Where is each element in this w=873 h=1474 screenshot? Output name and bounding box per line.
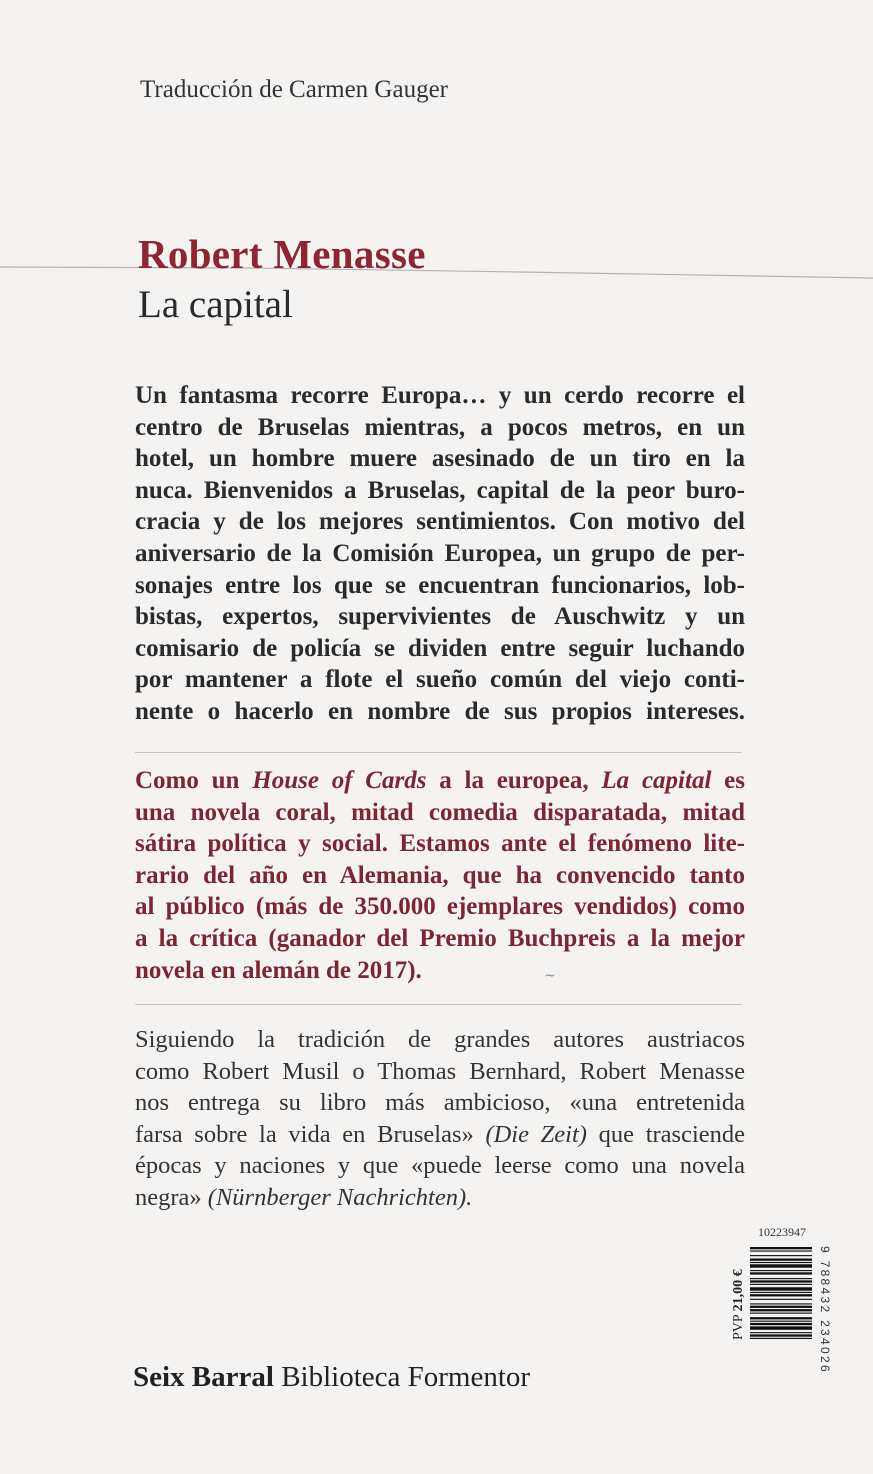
barcode-bar [750,1313,812,1314]
context-line: farsa sobre la vida en Bruselas» (Die Zeit) que trasciende [135,1120,745,1148]
barcode-bar [750,1250,812,1251]
barcode-bar [750,1259,812,1261]
barcode-bar [750,1321,812,1322]
collection-name: Biblioteca Formentor [281,1361,531,1393]
synopsis-line: hotel, un hombre muere asesinado de un tiro en la [135,445,745,473]
barcode-bar [750,1247,812,1249]
pitch-line: rario del año en Alemania, que ha convencido tanto [135,861,745,889]
cover-fold-line [0,266,873,282]
price-label: PVP [731,1314,746,1340]
publisher-brand: Seix Barral [133,1361,274,1393]
barcode-bar [750,1284,812,1285]
synopsis-line: bistas, expertos, supervivientes de Auschwitz y un [135,603,745,631]
synopsis-line: por mantener a flote el sueño común del viejo conti- [135,666,745,694]
price-amount: 21,00 € [731,1269,746,1312]
publisher-imprint [133,1361,530,1394]
barcode-bar [750,1272,812,1274]
isbn-barcode [750,1245,812,1387]
synopsis-line: Un fantasma recorre Europa… y un cerdo recorre el [135,382,745,409]
barcode-bar [750,1303,812,1304]
synopsis-line: nuca. Bienvenidos a Bruselas, capital de la peor buro- [135,476,745,504]
press-source: (Nürnberger Nachrichten). [207,1183,473,1211]
barcode-bar [750,1262,812,1263]
barcode-bar [750,1326,812,1329]
context-line: épocas y naciones y que «puede leerse como una novela [135,1152,745,1180]
barcode-bar [750,1317,812,1319]
barcode-bar [750,1299,812,1300]
context-line: negra» (Nürnberger Nachrichten). [135,1183,473,1211]
synopsis-line: cracia y de los mejores sentimientos. Con motivo del [135,508,745,536]
pitch-line: Como un House of Cards a la europea, La capital es [135,767,745,794]
barcode-bar [750,1334,812,1336]
barcode-bar [750,1332,812,1333]
press-source: (Die Zeit) [485,1120,587,1148]
pitch-line: sátira política y social. Estamos ante el fenómeno lite- [135,830,745,858]
pitch-line: una novela coral, mitad comedia disparatada, mitad [135,798,745,826]
barcode-bar [750,1280,812,1282]
context-line: Siguiendo la tradición de grandes autores austriacos [135,1026,745,1053]
barcode-bar [750,1292,812,1293]
pitch-paragraph [135,765,745,986]
section-divider [135,752,742,753]
pitch-line: novela en alemán de 2017). [135,956,422,984]
barcode-bar [750,1255,812,1256]
context-line: como Robert Musil o Thomas Bernhard, Robert Menasse [135,1057,745,1085]
synopsis-line: comisario de policía se dividen entre seguir luchando [135,634,745,662]
book-title-reference: La capital [601,767,712,794]
section-divider [135,1004,742,1005]
barcode-bar [750,1294,812,1296]
barcode-bar [750,1264,812,1267]
pitch-line: a la crítica (ganador del Premio Buchpreis a la mejor [135,924,745,952]
product-code: 10223947 [758,1225,806,1239]
stray-mark: ~ [544,968,556,984]
barcode-bar [750,1309,812,1311]
tv-series-reference: House of Cards [252,767,427,794]
barcode-bar [750,1306,812,1308]
synopsis-line: nente o hacerlo en nombre de sus propios intereses. [135,697,745,725]
barcode-bar [750,1278,812,1279]
translator-credit: Traducción de Carmen Gauger [140,76,449,103]
book-title: La capital [138,283,293,326]
pitch-line: al público (más de 350.000 ejemplares vendidos) como [135,893,745,921]
synopsis-line: sonajes entre los que se encuentran funcionarios, lob- [135,571,745,599]
retail-price [731,1260,747,1340]
synopsis-line: aniversario de la Comisión Europea, un grupo de per- [135,539,745,567]
barcode-bar [750,1287,812,1290]
isbn-number: 9 788432 234026 [818,1246,832,1374]
barcode-bar [750,1323,812,1325]
context-paragraph [135,1024,745,1214]
author-name: Robert Menasse [138,231,426,277]
context-line: nos entrega su libro más ambicioso, «una entretenida [135,1089,745,1117]
barcode-bar [750,1270,812,1271]
synopsis-paragraph [135,380,745,728]
synopsis-line: centro de Bruselas mientras, a pocos metros, en un [135,413,745,441]
barcode-bar [750,1338,812,1339]
